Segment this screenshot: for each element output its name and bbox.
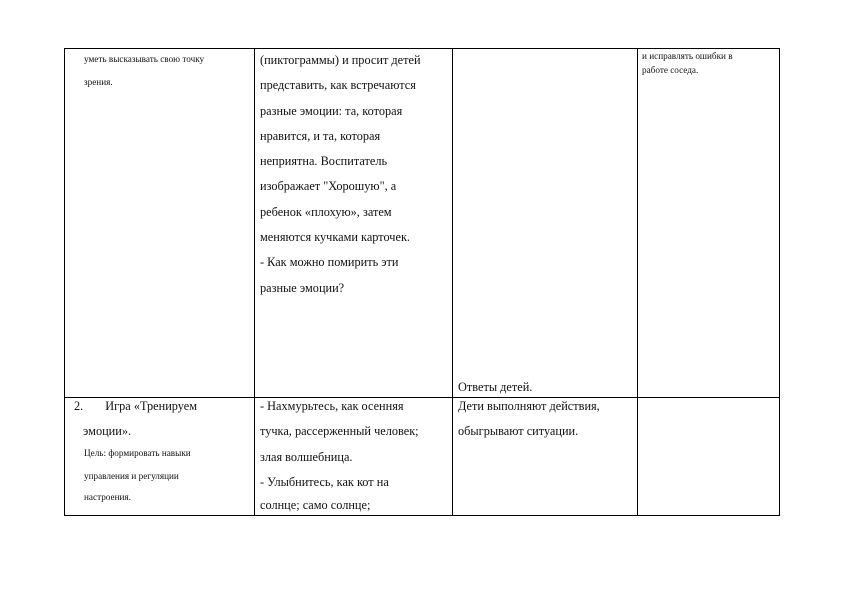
row2-col3-line: обыгрывают ситуации.: [458, 424, 579, 439]
row2-col1-goal: [84, 442, 191, 506]
row2-title-line-1: [74, 394, 197, 419]
row2-col2-line: солнце; само солнце;: [260, 498, 371, 513]
row1-col2-line: (пиктограммы) и просит детей: [260, 53, 421, 67]
row1-col2-line: нравится, и та, которая: [260, 128, 381, 143]
table-border-bottom: [64, 515, 780, 516]
row1-col1-cell: [84, 48, 204, 94]
lesson-table: [64, 48, 780, 516]
row1-col3-text: Ответы детей.: [458, 380, 533, 394]
row2-goal-line: управления и регуляции: [84, 471, 179, 481]
row1-col2-line: ребенок «плохую», затем: [260, 204, 392, 219]
row1-col2-line: разные эмоции?: [260, 280, 345, 295]
row2-col2-line: - Улыбнитесь, как кот на: [260, 474, 389, 489]
row1-col2-cell: [260, 48, 421, 301]
row2-col3-cell: [458, 394, 600, 445]
row1-col4-line: и исправлять ошибки в: [642, 51, 733, 61]
row2-goal-line: Цель: формировать навыки: [84, 448, 191, 458]
column-divider-2: [452, 48, 453, 516]
row1-col2-line: представить, как встречаются: [260, 78, 416, 93]
table-border-right: [779, 48, 780, 516]
row1-col4-cell: [642, 49, 733, 77]
row2-number: 2.: [74, 399, 84, 413]
row2-title-line-2: эмоции».: [83, 424, 132, 439]
row2-col2-line: злая волшебница.: [260, 449, 353, 464]
row2-goal-line: настроения.: [84, 492, 131, 502]
row1-col4-line: работе соседа.: [642, 65, 699, 75]
row1-col1-line: зрения.: [84, 77, 113, 87]
row1-col1-line: уметь высказывать свою точку: [84, 54, 205, 64]
row1-col2-line: меняются кучками карточек.: [260, 230, 410, 245]
table-border-left: [64, 48, 65, 516]
column-divider-1: [254, 48, 255, 516]
row2-title: Игра «Тренируем: [105, 399, 198, 413]
row1-col2-line: неприятна. Воспитатель: [260, 154, 388, 169]
row2-col2-line: - Нахмурьтесь, как осенняя: [260, 399, 404, 413]
row2-col2-cell: [260, 394, 419, 515]
row2-col2-line: тучка, рассерженный человек;: [260, 424, 419, 439]
row1-col2-line: изображает "Хорошую", а: [260, 179, 397, 194]
column-divider-3: [637, 48, 638, 516]
row1-col2-line: - Как можно помирить эти: [260, 255, 399, 270]
row2-col1-title: [74, 394, 197, 445]
row1-col2-line: разные эмоции: та, которая: [260, 103, 403, 118]
row2-col3-line: Дети выполняют действия,: [458, 399, 600, 413]
